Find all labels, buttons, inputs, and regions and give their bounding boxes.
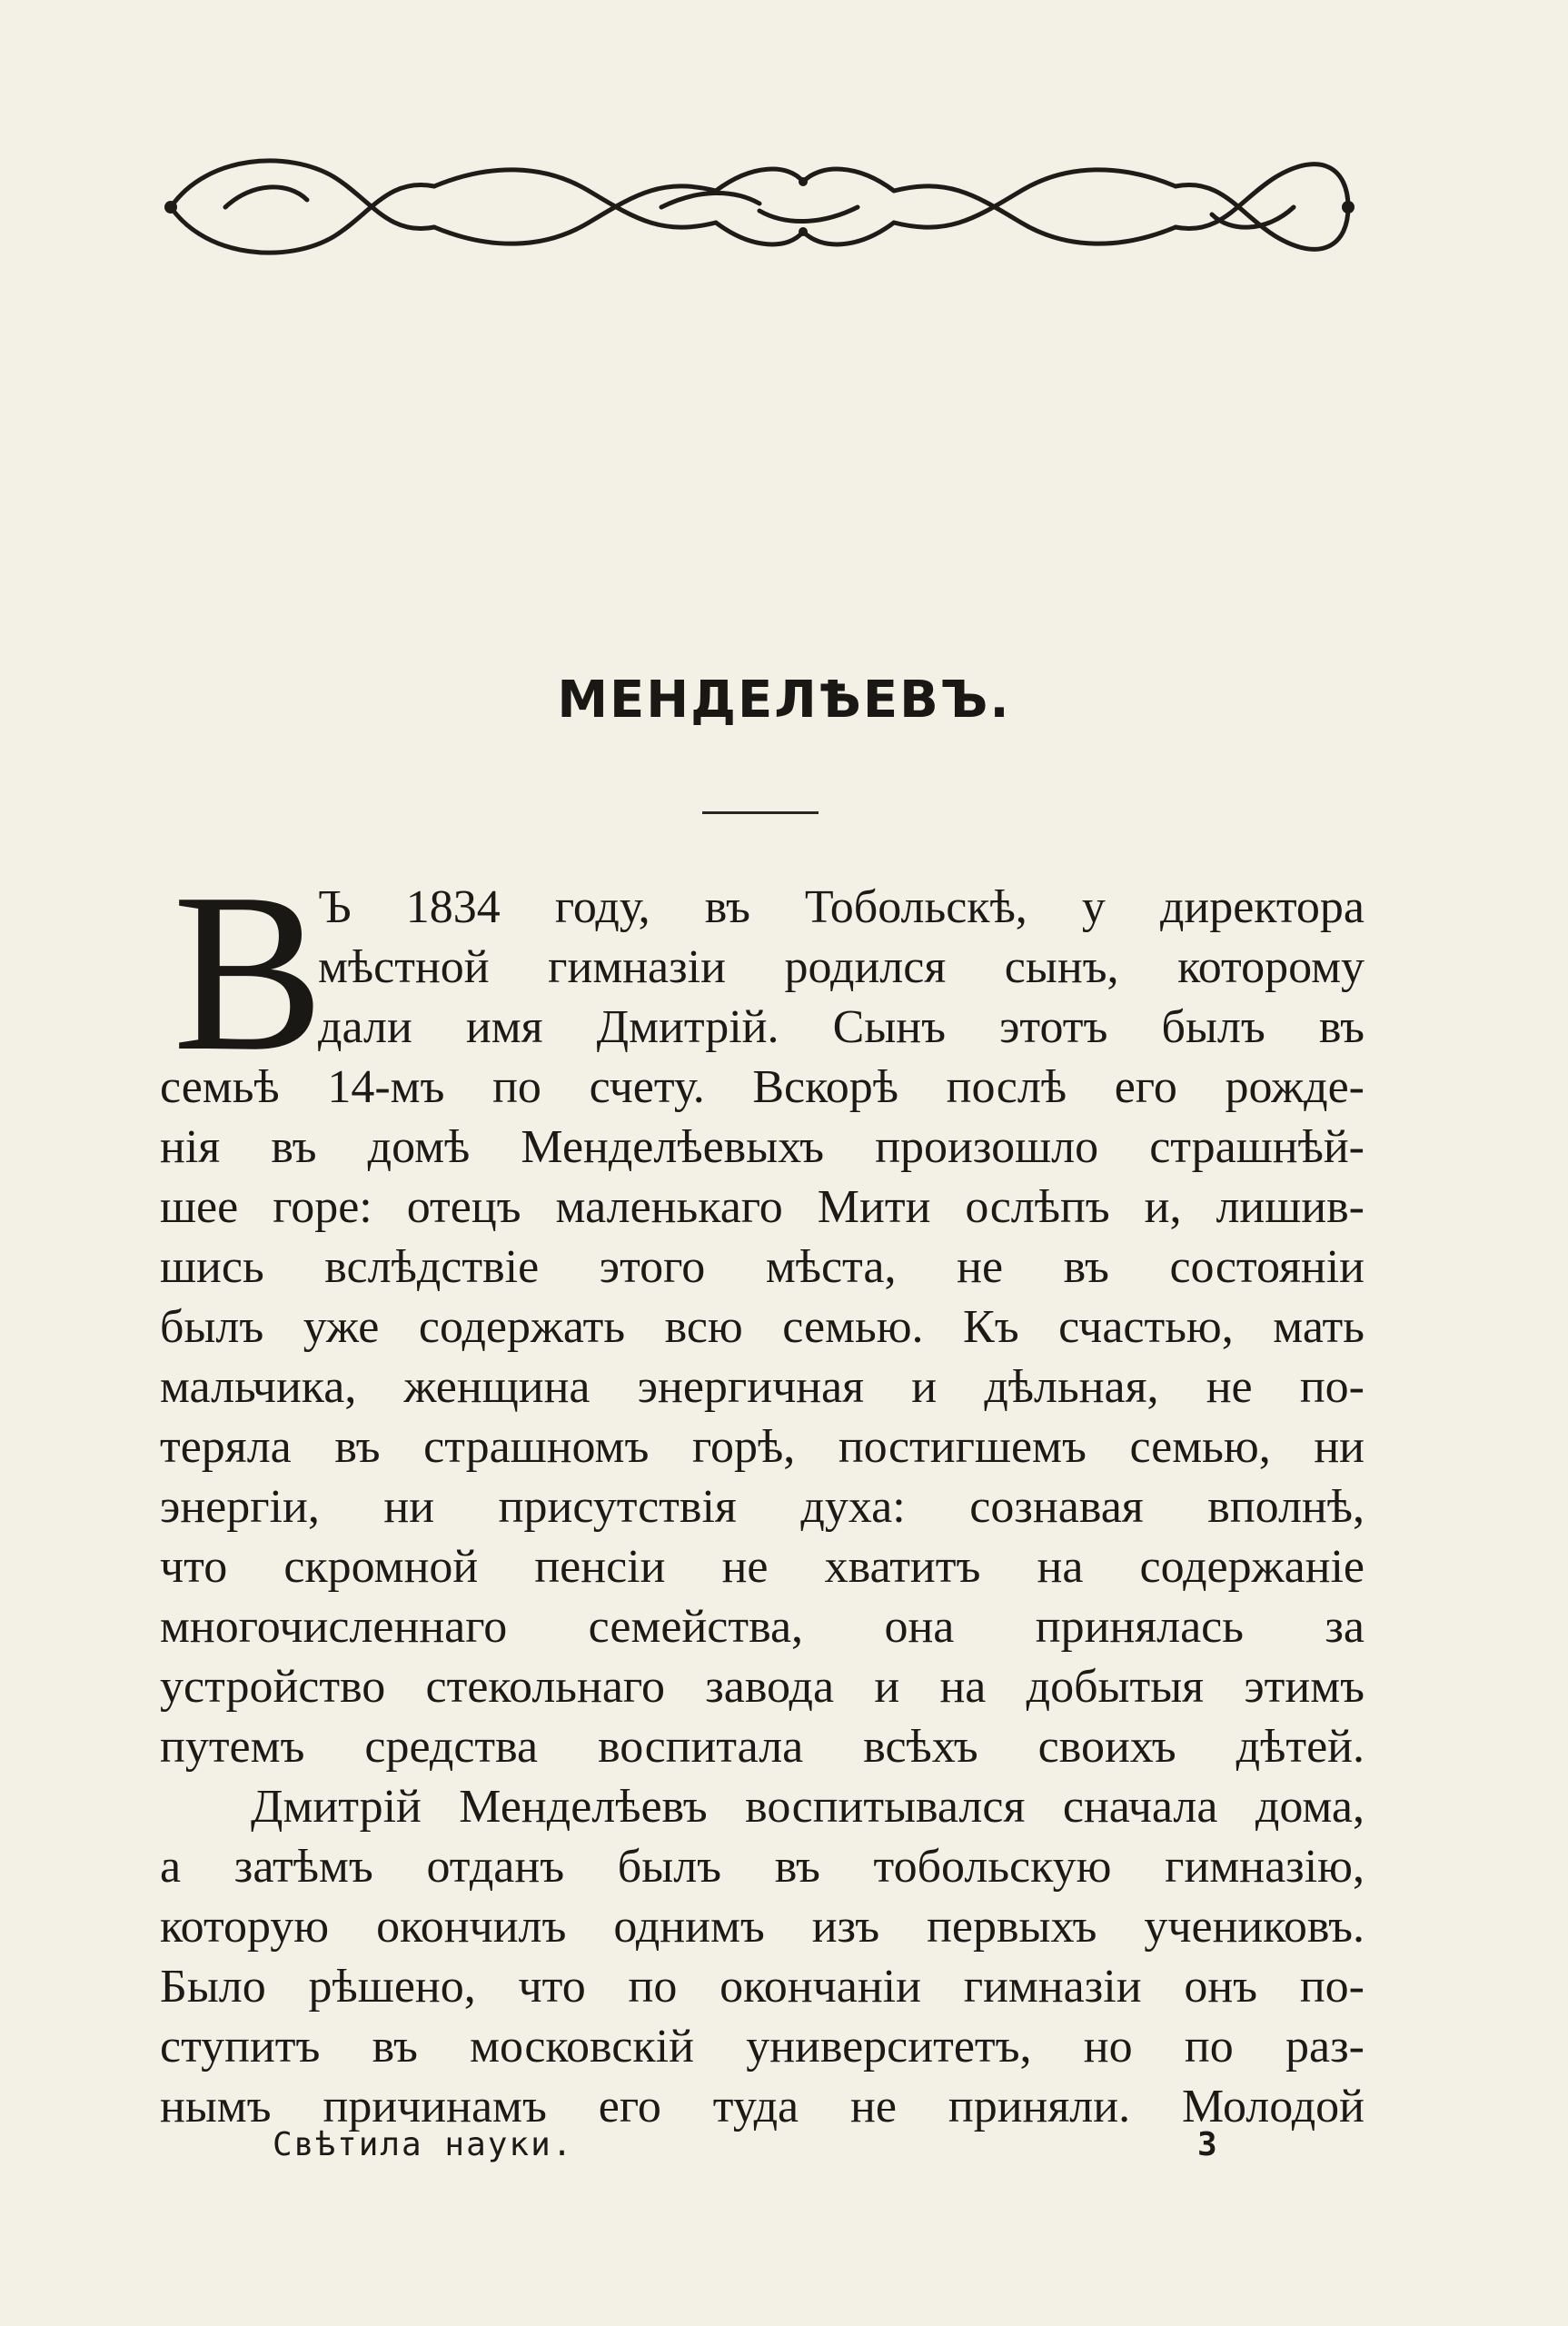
text-line: энергіи, ни присутствія духа: сознавая вполнѣ, <box>160 1481 1365 1533</box>
text-line: былъ уже содержать всю семью. Къ счастью, мать <box>160 1301 1365 1353</box>
text-line: шись вслѣдствіе этого мѣста, не въ состояніи <box>160 1241 1365 1293</box>
text-line: ступитъ въ московскій университетъ, но по раз- <box>160 2021 1365 2073</box>
text-line: Ъ 1834 году, въ Тобольскѣ, у директора <box>318 881 1365 933</box>
text-line: мѣстной гимназіи родился сынъ, которому <box>318 941 1365 993</box>
drop-cap: В <box>173 847 324 1098</box>
text-line: шее горе: отецъ маленькаго Мити ослѣпъ и, лишив- <box>160 1181 1365 1233</box>
footer-book-title: Свѣтила науки. <box>273 2126 574 2163</box>
text-line: мальчика, женщина энергичная и дѣльная, не по- <box>160 1361 1365 1413</box>
text-line: устройство стекольнаго завода и на добытыя этимъ <box>160 1661 1365 1713</box>
chapter-title: МЕНДЕЛѢЕВЪ. <box>557 671 1011 730</box>
text-line: а затѣмъ отданъ былъ въ тобольскую гимназію, <box>160 1841 1365 1893</box>
text-line: путемъ средства воспитала всѣхъ своихъ дѣтей. <box>160 1721 1365 1773</box>
text-line: которую окончилъ однимъ изъ первыхъ учениковъ. <box>160 1901 1365 1953</box>
ornamental-header-band <box>153 136 1366 277</box>
text-line: Дмитрій Менделѣевъ воспитывался сначала дома, <box>251 1781 1365 1833</box>
text-line: Было рѣшено, что по окончаніи гимназіи онъ по- <box>160 1961 1365 2013</box>
footer-signature: 3 <box>1197 2126 1217 2163</box>
title-rule <box>702 811 819 814</box>
text-line: дали имя Дмитрій. Сынъ этотъ былъ въ <box>318 1001 1365 1053</box>
text-line: многочисленнаго семейства, она принялась за <box>160 1601 1365 1653</box>
text-line: семьѣ 14-мъ по счету. Вскорѣ послѣ его рожде- <box>160 1061 1365 1113</box>
text-line: нія въ домѣ Менделѣевыхъ произошло страшнѣй- <box>160 1121 1365 1173</box>
text-line: что скромной пенсіи не хватитъ на содержаніе <box>160 1541 1365 1593</box>
text-line: теряла въ страшномъ горѣ, постигшемъ семью, ни <box>160 1421 1365 1473</box>
text-line: нымъ причинамъ его туда не приняли. Молодой <box>160 2081 1365 2132</box>
